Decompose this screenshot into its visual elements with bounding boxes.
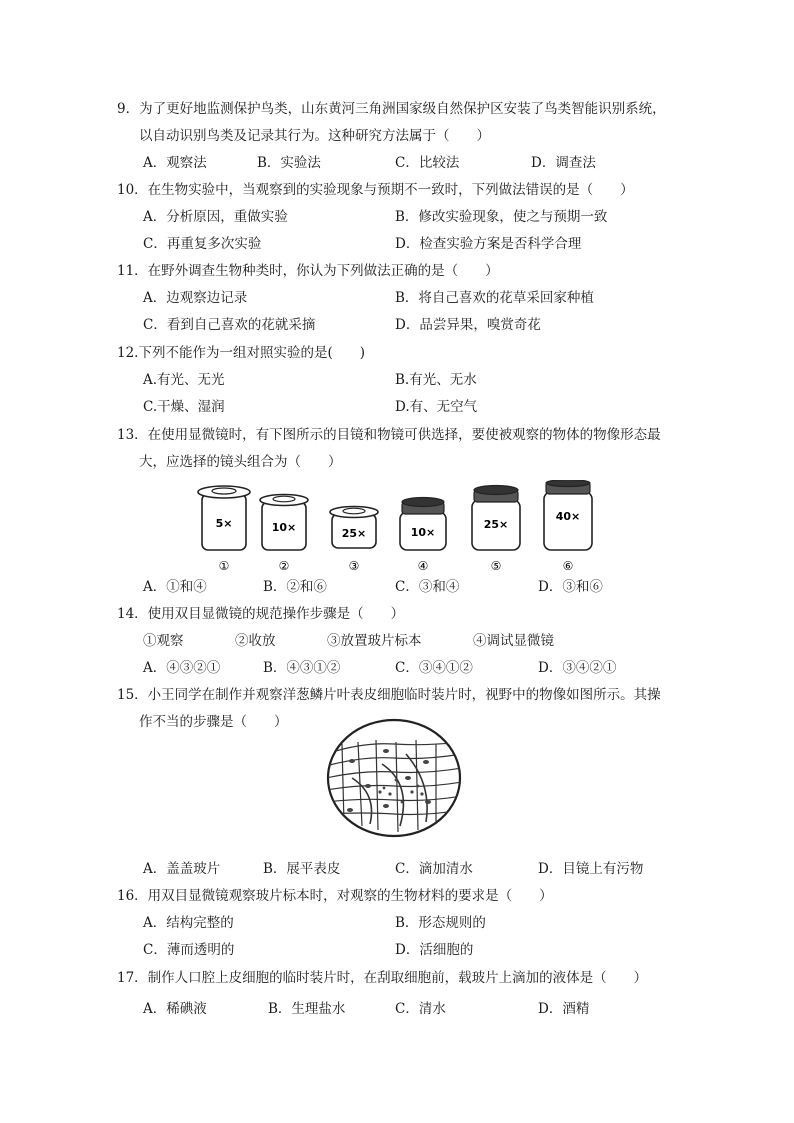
option-b[interactable]: B．修改实验现象，使之与预期一致: [395, 209, 608, 225]
option-a[interactable]: A．盖盖玻片: [143, 861, 221, 877]
lens-6: [544, 480, 592, 573]
lens-4-number: ④: [417, 559, 429, 573]
lens-5-number: ⑤: [490, 559, 502, 573]
question-17: [117, 965, 677, 992]
lens-6-number: ⑥: [562, 559, 574, 573]
option-c[interactable]: C．比较法: [395, 155, 460, 171]
question-text: 11．在野外调查生物种类时，你认为下列做法正确的是（ ）: [117, 263, 499, 279]
option-d[interactable]: D．③和⑥: [538, 579, 603, 595]
option-a[interactable]: A.有光、无光: [143, 372, 225, 388]
question-text: 15．小王同学在制作并观察洋葱鳞片叶表皮细胞临时装片时，视野中的物像如图所示。其操: [117, 687, 661, 703]
question-text: 16．用双目显微镜观察玻片标本时，对观察的生物材料的要求是（ ）: [117, 888, 553, 904]
step-2: ②收放: [235, 633, 276, 649]
option-a[interactable]: A．分析原因，重做实验: [143, 209, 288, 225]
question-9: [117, 96, 677, 150]
options-row: [143, 996, 663, 1023]
options-row: [143, 856, 663, 883]
option-d[interactable]: D．③④②①: [538, 660, 617, 676]
option-a[interactable]: A．稀碘液: [143, 1001, 207, 1017]
lens-4-label: 10×: [410, 526, 436, 539]
question-11: [117, 258, 677, 285]
option-b[interactable]: B.有光、无水: [395, 372, 477, 388]
option-d[interactable]: D．品尝异果，嗅赏奇花: [395, 317, 541, 333]
question-text: 以自动识别鸟类及记录其行为。这种研究方法属于（ ）: [139, 128, 490, 144]
option-b[interactable]: B．展平表皮: [263, 861, 341, 877]
options-row: [143, 655, 663, 682]
option-d[interactable]: D．目镜上有污物: [538, 861, 644, 877]
question-text: 13．在使用显微镜时，有下图所示的目镜和物镜可供选择，要使被观察的物体的物像形态最: [117, 427, 661, 443]
lens-3-number: ③: [348, 559, 360, 573]
options-row: [143, 231, 663, 258]
option-d[interactable]: D．酒精: [538, 1001, 590, 1017]
step-1: ①观察: [143, 633, 184, 649]
lens-1-label: 5×: [215, 517, 233, 530]
steps-row: [143, 628, 663, 655]
options-row: [143, 394, 663, 421]
question-13: [117, 422, 677, 476]
question-text: 12.下列不能作为一组对照实验的是( ): [117, 345, 366, 361]
lens-2-number: ②: [278, 559, 290, 573]
question-text: 17．制作人口腔上皮细胞的临时装片时，在刮取细胞前，载玻片上滴加的液体是（ ）: [117, 970, 648, 986]
option-a[interactable]: A．观察法: [143, 155, 207, 171]
option-c[interactable]: C．③④①②: [395, 660, 473, 676]
option-b[interactable]: B．生理盐水: [268, 1001, 346, 1017]
lens-5-label: 25×: [483, 518, 509, 531]
lens-1-number: ①: [218, 559, 230, 573]
option-a[interactable]: A．①和④: [143, 579, 207, 595]
option-c[interactable]: C．再重复多次实验: [143, 236, 262, 252]
question-14: [117, 601, 677, 628]
lens-6-label: 40×: [555, 510, 581, 523]
lens-3: [330, 507, 378, 574]
options-row: [143, 367, 663, 394]
option-b[interactable]: B．④③①②: [263, 660, 341, 676]
option-b[interactable]: B．将自己喜欢的花草采回家种植: [395, 290, 594, 306]
option-a[interactable]: A．边观察边记录: [143, 290, 248, 306]
option-a[interactable]: A．④③②①: [143, 660, 221, 676]
option-d[interactable]: D．检查实验方案是否科学合理: [395, 236, 582, 252]
step-4: ④调试显微镜: [473, 633, 554, 649]
step-3: ③放置玻片标本: [327, 633, 422, 649]
lens-5: [472, 486, 520, 574]
option-c[interactable]: C．薄而透明的: [143, 942, 235, 958]
lens-1: [198, 486, 250, 573]
option-b[interactable]: B．形态规则的: [395, 915, 486, 931]
question-10: [117, 177, 677, 204]
question-text: 10．在生物实验中，当观察到的实验现象与预期不一致时，下列做法错误的是（ ）: [117, 182, 634, 198]
option-d[interactable]: D．活细胞的: [395, 942, 474, 958]
question-text: 14．使用双目显微镜的规范操作步骤是（ ）: [117, 606, 405, 622]
options-row: [143, 937, 663, 964]
lens-figure: [188, 480, 608, 580]
lens-2: [260, 495, 308, 574]
option-c[interactable]: C．③和④: [395, 579, 460, 595]
option-b[interactable]: B．实验法: [257, 155, 321, 171]
lens-2-label: 10×: [271, 521, 297, 534]
options-row: [143, 150, 663, 177]
lens-4: [400, 498, 446, 574]
lens-3-label: 25×: [341, 527, 367, 540]
question-text: 作不当的步骤是（ ）: [139, 714, 288, 730]
microscope-view-figure: [322, 714, 466, 842]
options-row: [143, 312, 663, 339]
option-b[interactable]: B．②和⑥: [263, 579, 327, 595]
options-row: [143, 910, 663, 937]
question-text: 大，应选择的镜头组合为（ ）: [139, 454, 342, 470]
option-c[interactable]: C．清水: [395, 1001, 446, 1017]
option-d[interactable]: D.有、无空气: [395, 399, 478, 415]
option-d[interactable]: D．调查法: [531, 155, 596, 171]
question-16: [117, 883, 677, 910]
options-row: [143, 574, 663, 601]
option-c[interactable]: C．滴加清水: [395, 861, 473, 877]
question-12: [117, 340, 677, 367]
option-a[interactable]: A．结构完整的: [143, 915, 234, 931]
option-c[interactable]: C.干燥、湿润: [143, 399, 225, 415]
options-row: [143, 204, 663, 231]
option-c[interactable]: C．看到自己喜欢的花就采摘: [143, 317, 316, 333]
options-row: [143, 285, 663, 312]
question-text: 9．为了更好地监测保护鸟类，山东黄河三角洲国家级自然保护区安装了鸟类智能识别系统，: [117, 101, 666, 117]
